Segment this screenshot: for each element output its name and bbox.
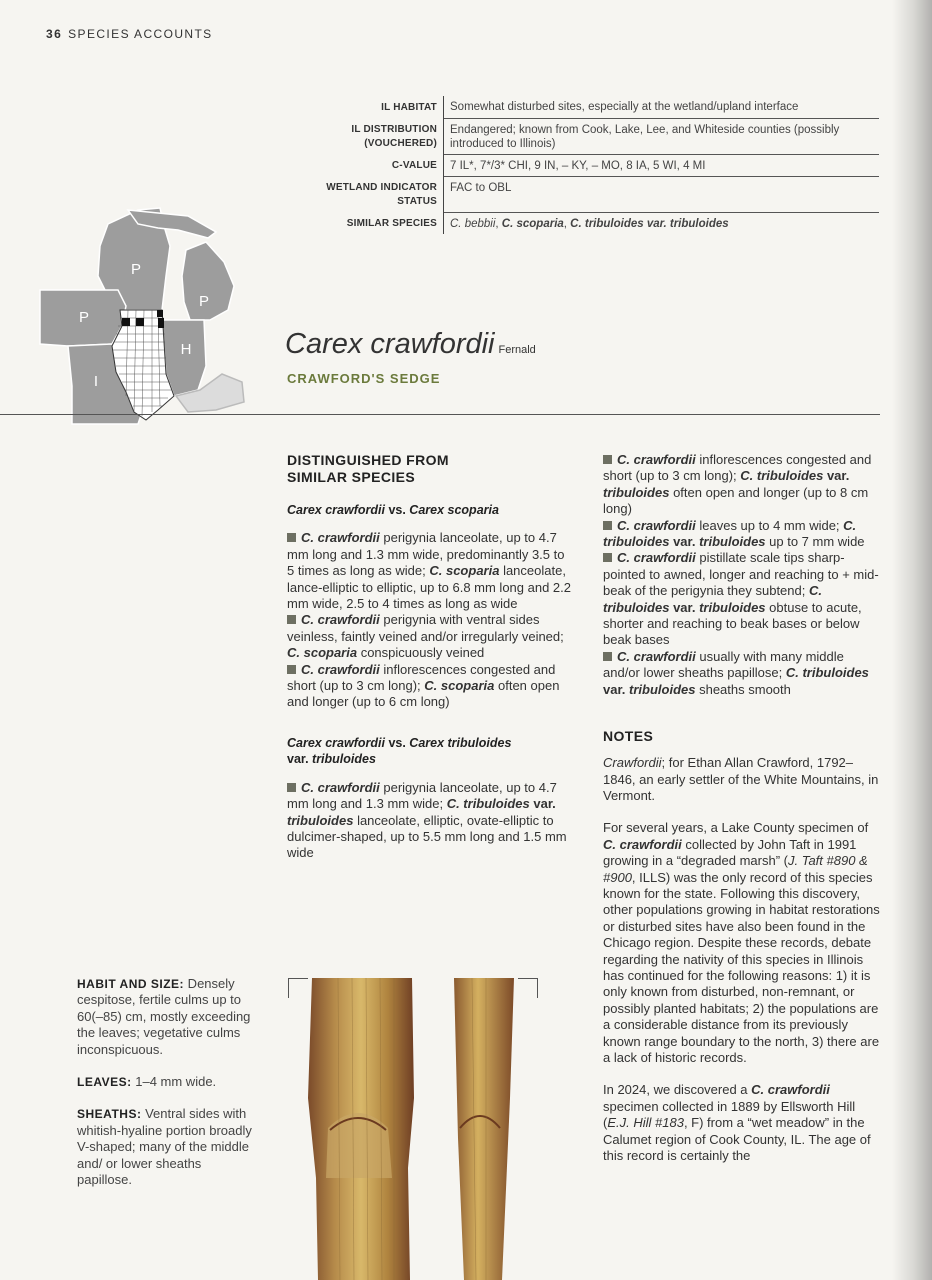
habit-and-size: HABIT AND SIZE: Densely cespitose, fertile culms up to 60(–85) cm, mostly exceeding the leaves; vegetative culms inconspicuous. bbox=[77, 976, 251, 1057]
right-column bbox=[603, 452, 881, 1164]
cvalue-value: 7 IL*, 7*/3* CHI, 9 IN, – KY, – MO, 8 IA, 5 WI, 4 MI bbox=[444, 154, 880, 176]
map-label-in: H bbox=[180, 341, 192, 358]
wetland-value: FAC to OBL bbox=[444, 176, 880, 212]
comparison-point: C. crawfordii perigynia lanceolate, up to 4.7 mm long and 1.3 mm wide; C. tribuloides var. tribuloides lanceolate, elliptic, ovate-elliptic to dulcimer-shaped, up to 5.5 mm long and 1.5 mm wide bbox=[287, 779, 567, 861]
comparison-point: C. crawfordii pistillate scale tips sharp-pointed to awned, longer and reaching to + mid-beak of the perigynia they subtend; C. tribuloides var. tribuloides obtuse to acute, shorter and reaching to beak bases or below beak bases bbox=[603, 550, 879, 648]
wetland-label: WETLAND INDICATOR STATUS bbox=[285, 176, 444, 212]
sheaths: SHEATHS: Ventral sides with whitish-hyaline portion broadly V-shaped; many of the middle and/ or lower sheaths papillose. bbox=[77, 1106, 252, 1188]
species-facts-table bbox=[285, 96, 879, 234]
running-header bbox=[46, 27, 213, 41]
county-highlight-lake bbox=[157, 310, 163, 317]
comparison-heading-tribuloides: Carex crawfordii vs. Carex tribuloides var. tribuloides bbox=[287, 735, 512, 767]
comparison-point: C. crawfordii perigynia with ventral sides veinless, faintly veined and/or irregularly veined; C. scoparia conspicuously veined bbox=[287, 612, 564, 661]
similar-species-2: C. scoparia bbox=[501, 217, 564, 230]
facts-row-cvalue bbox=[285, 154, 879, 176]
bullet-square-icon bbox=[287, 665, 296, 674]
habitat-label: IL HABITAT bbox=[285, 96, 444, 118]
bullet-square-icon bbox=[287, 615, 296, 624]
map-label-wi: P bbox=[130, 261, 142, 278]
bullet-square-icon bbox=[603, 553, 612, 562]
county-highlight-cook bbox=[158, 318, 164, 328]
facts-row-similar bbox=[285, 212, 879, 234]
similar-label: SIMILAR SPECIES bbox=[285, 212, 444, 234]
section-title: SPECIES ACCOUNTS bbox=[68, 27, 213, 41]
facts-row-wetland bbox=[285, 176, 879, 212]
page-binding-shadow bbox=[892, 0, 932, 1280]
similar-value: C. bebbii, C. scoparia, C. tribuloides var. tribuloides bbox=[450, 217, 729, 230]
bullet-square-icon bbox=[287, 533, 296, 542]
distinguished-heading: DISTINGUISHED FROM SIMILAR SPECIES bbox=[287, 452, 449, 485]
leaves: LEAVES: 1–4 mm wide. bbox=[77, 1074, 217, 1090]
comparison-heading-scoparia: Carex crawfordii vs. Carex scoparia bbox=[287, 503, 499, 517]
comparison-point: C. crawfordii perigynia lanceolate, up to 4.7 mm long and 1.3 mm wide, predominantly 3.5 to 5 times as long as wide; C. scoparia lanceolate, lance-elliptic to elliptic, up to 6.8 mm long and 2.2 mm wide, 2.5 to 4 times as long as wide bbox=[287, 530, 571, 612]
map-label-mo: I bbox=[93, 373, 99, 390]
comparison-point: C. crawfordii usually with many middle and/or lower sheaths papillose; C. tribuloides var. tribuloides sheaths smooth bbox=[603, 648, 869, 697]
morphology-sidebar bbox=[77, 976, 257, 1188]
map-label-ia: P bbox=[78, 309, 90, 326]
notes-paragraph-etymology: Crawfordii; for Ethan Allan Crawford, 1792–1846, an early settler of the White Mountains, in Vermont. bbox=[603, 755, 879, 803]
species-author: Fernald bbox=[498, 344, 536, 356]
distribution-map bbox=[38, 206, 278, 428]
map-label-mi: P bbox=[198, 293, 210, 310]
habitat-value: Somewhat disturbed sites, especially at the wetland/upland interface bbox=[444, 96, 880, 118]
county-highlight-lee bbox=[136, 318, 144, 326]
comparison-point: C. crawfordii leaves up to 4 mm wide; C. tribuloides var. tribuloides up to 7 mm wide bbox=[603, 517, 865, 550]
facts-row-distribution bbox=[285, 118, 879, 154]
notes-paragraph-history: For several years, a Lake County specimen of C. crawfordii collected by John Taft in 1991 growing in a “degraded marsh” (J. Taft #890 & #900, ILLS) was the only record of this species known for the state. Following this discovery, other populations growing in habitat restorations or disturbed sites have also been found in the Chicago region. Despite these records, debate regarding the nativity of this species in Illinois has continued for the following reasons: 1) it is only known from disturbed, non-remnant, or possibly planted habitats; 2) the populations are a considerable distance from its previously known range boundary to the north, 3) there are a lack of historic records. bbox=[603, 820, 880, 1065]
similar-species-3: C. tribuloides var. tribuloides bbox=[570, 217, 729, 230]
bullet-square-icon bbox=[603, 652, 612, 661]
facts-row-habitat bbox=[285, 96, 879, 118]
bullet-square-icon bbox=[603, 455, 612, 464]
distribution-label: IL DISTRIBUTION (VOUCHERED) bbox=[285, 118, 444, 154]
comparison-point: C. crawfordii inflorescences congested and short (up to 3 cm long); C. scoparia often open and longer (up to 6 cm long) bbox=[287, 661, 560, 710]
species-scientific-name: Carex crawfordii Fernald bbox=[285, 328, 536, 360]
section-rule bbox=[0, 414, 880, 415]
species-common-name: CRAWFORD'S SEDGE bbox=[287, 371, 441, 386]
bullet-square-icon bbox=[287, 783, 296, 792]
similar-species-1: C. bebbii bbox=[450, 217, 496, 230]
notes-heading: NOTES bbox=[603, 728, 654, 745]
cvalue-label: C-VALUE bbox=[285, 154, 444, 176]
sheath-photo bbox=[288, 978, 538, 1280]
bullet-square-icon bbox=[603, 521, 612, 530]
county-highlight-whiteside bbox=[122, 318, 130, 326]
distribution-value: Endangered; known from Cook, Lake, Lee, and Whiteside counties (possibly introduced to Illinois) bbox=[444, 118, 880, 154]
comparison-point: C. crawfordii inflorescences congested and short (up to 3 cm long); C. tribuloides var. tribuloides often open and longer (up to 8 cm long) bbox=[603, 452, 872, 517]
page-number: 36 bbox=[46, 27, 63, 41]
notes-paragraph-discovery: In 2024, we discovered a C. crawfordii specimen collected in 1889 by Ellsworth Hill (E.J. Hill #183, F) from a “wet meadow” in the Calumet region of Cook County, IL. The age of this record is certainly the bbox=[603, 1082, 871, 1164]
distinguished-section bbox=[287, 452, 572, 862]
